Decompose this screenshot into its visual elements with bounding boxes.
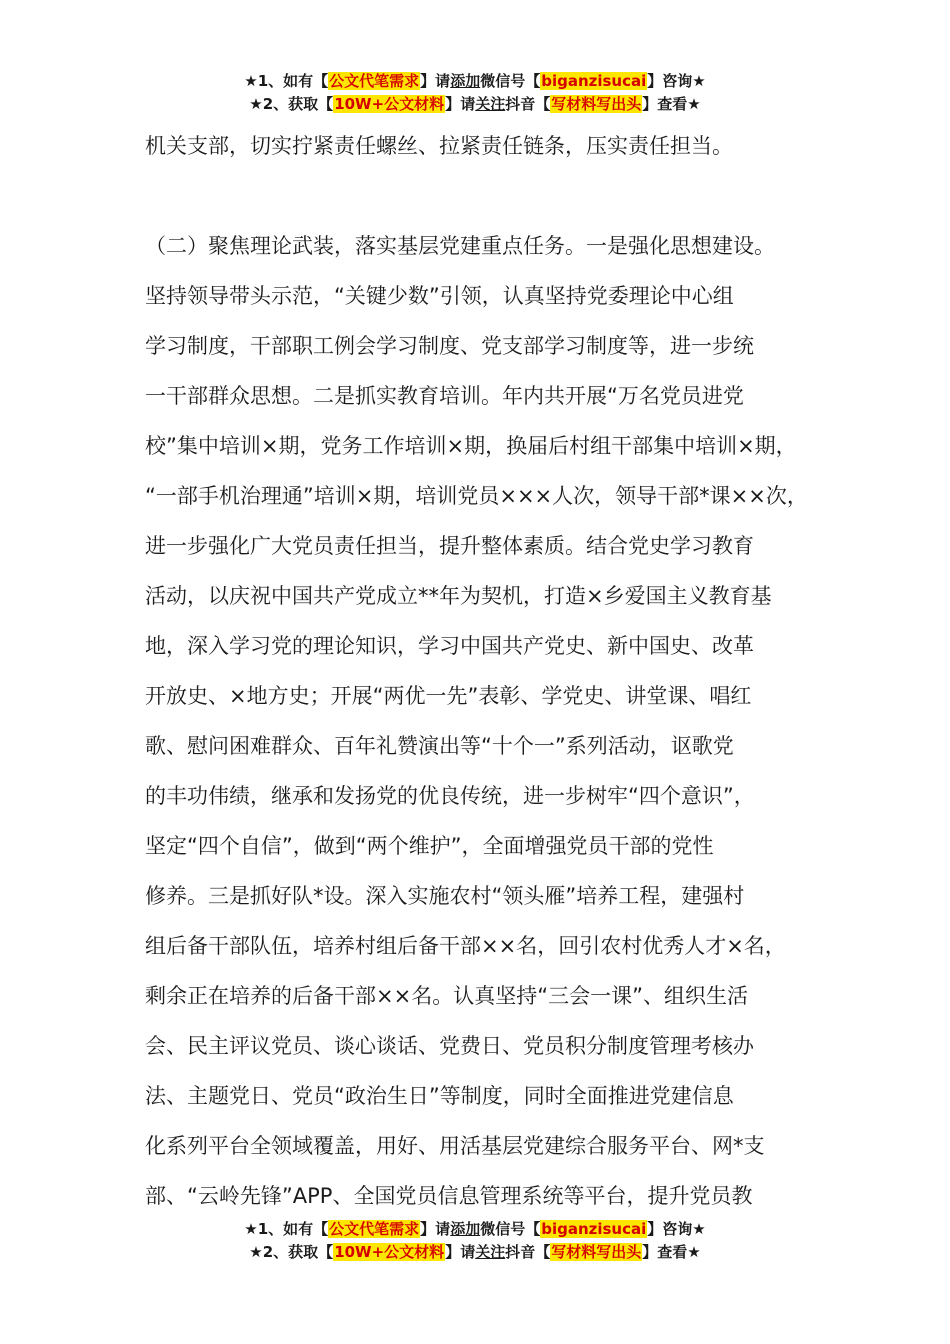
bottom-banner bbox=[0, 1218, 950, 1264]
text-line: （二）聚焦理论武装，落实基层党建重点任务。一是强化思想建设。 bbox=[145, 234, 775, 258]
paragraph-1 bbox=[145, 121, 825, 171]
banner-text: 】请 bbox=[420, 72, 451, 90]
text-line: 地，深入学习党的理论知识，学习中国共产党史、新中国史、改革 bbox=[145, 634, 754, 658]
text-line: 修养。三是抓好队*设。深入实施农村“领头雁”培养工程，建强村 bbox=[145, 884, 745, 908]
text-line: 坚定“四个自信”，做到“两个维护”，全面增强党员干部的党性 bbox=[145, 834, 714, 858]
text-line: 进一步强化广大党员责任担当，提升整体素质。结合党史学习教育 bbox=[145, 534, 754, 558]
banner-text: 】请 bbox=[445, 95, 476, 113]
text-line: 化系列平台全领域覆盖，用好、用活基层党建综合服务平台、网*支 bbox=[145, 1134, 765, 1158]
banner-text: ★1、如有【 bbox=[244, 1220, 329, 1238]
banner-text: 抖音【 bbox=[505, 95, 551, 113]
paragraph-2 bbox=[145, 221, 825, 1221]
top-banner bbox=[0, 70, 950, 116]
text-line: 剩余正在培养的后备干部××名。认真坚持“三会一课”、组织生活 bbox=[145, 984, 748, 1008]
text-line: 会、民主评议党员、谈心谈话、党费日、党员积分制度管理考核办 bbox=[145, 1034, 754, 1058]
banner-line-2 bbox=[0, 1241, 950, 1264]
highlight-wechat-id: biganzisucai bbox=[541, 72, 647, 90]
banner-text: 】咨询★ bbox=[647, 1220, 706, 1238]
text-line: 学习制度，干部职工例会学习制度、党支部学习制度等，进一步统 bbox=[145, 334, 754, 358]
text-line: 部、“云岭先锋”APP、全国党员信息管理系统等平台，提升党员教 bbox=[145, 1184, 753, 1208]
banner-text: ★2、获取【 bbox=[249, 95, 334, 113]
highlight-service: 公文代笔需求 bbox=[329, 72, 420, 90]
banner-line-2 bbox=[0, 93, 950, 116]
banner-text: 添加 bbox=[450, 1220, 481, 1238]
text-line: 歌、慰问困难群众、百年礼赞演出等“十个一”系列活动，讴歌党 bbox=[145, 734, 734, 758]
banner-text: 关注 bbox=[475, 1243, 506, 1261]
text-line: 坚持领导带头示范，“关键少数”引领，认真坚持党委理论中心组 bbox=[145, 284, 734, 308]
banner-text: 】咨询★ bbox=[647, 72, 706, 90]
highlight-materials: 10W+公文材料 bbox=[334, 95, 445, 113]
text-line: 开放史、×地方史；开展“两优一先”表彰、学党史、讲堂课、唱红 bbox=[145, 684, 752, 708]
text-line: “一部手机治理通”培训×期，培训党员×××人次，领导干部*课××次， bbox=[145, 484, 808, 508]
banner-text: 】查看★ bbox=[642, 1243, 701, 1261]
banner-text: ★2、获取【 bbox=[249, 1243, 334, 1261]
text-line: 组后备干部队伍，培养村组后备干部××名，回引农村优秀人才×名， bbox=[145, 934, 786, 958]
highlight-service: 公文代笔需求 bbox=[329, 1220, 420, 1238]
banner-text: 】查看★ bbox=[642, 95, 701, 113]
text-line: 法、主题党日、党员“政治生日”等制度，同时全面推进党建信息 bbox=[145, 1084, 734, 1108]
text-line: 机关支部，切实拧紧责任螺丝、拉紧责任链条，压实责任担当。 bbox=[145, 134, 733, 158]
text-line: 校”集中培训×期，党务工作培训×期，换届后村组干部集中培训×期， bbox=[145, 434, 797, 458]
banner-text: 抖音【 bbox=[505, 1243, 551, 1261]
highlight-wechat-id: biganzisucai bbox=[541, 1220, 647, 1238]
text-line: 的丰功伟绩，继承和发扬党的优良传统，进一步树牢“四个意识”， bbox=[145, 784, 755, 808]
highlight-douyin: 写材料写出头 bbox=[551, 95, 642, 113]
banner-text: 微信号【 bbox=[480, 1220, 541, 1238]
banner-text: 】请 bbox=[420, 1220, 451, 1238]
banner-text: 】请 bbox=[445, 1243, 476, 1261]
text-line: 活动，以庆祝中国共产党成立**年为契机，打造×乡爱国主义教育基 bbox=[145, 584, 772, 608]
banner-text: 微信号【 bbox=[480, 72, 541, 90]
banner-text: 添加 bbox=[450, 72, 481, 90]
banner-line-1 bbox=[0, 1218, 950, 1241]
banner-line-1 bbox=[0, 70, 950, 93]
banner-text: ★1、如有【 bbox=[244, 72, 329, 90]
banner-text: 关注 bbox=[475, 95, 506, 113]
highlight-materials: 10W+公文材料 bbox=[334, 1243, 445, 1261]
text-line: 一干部群众思想。二是抓实教育培训。年内共开展“万名党员进党 bbox=[145, 384, 744, 408]
highlight-douyin: 写材料写出头 bbox=[551, 1243, 642, 1261]
